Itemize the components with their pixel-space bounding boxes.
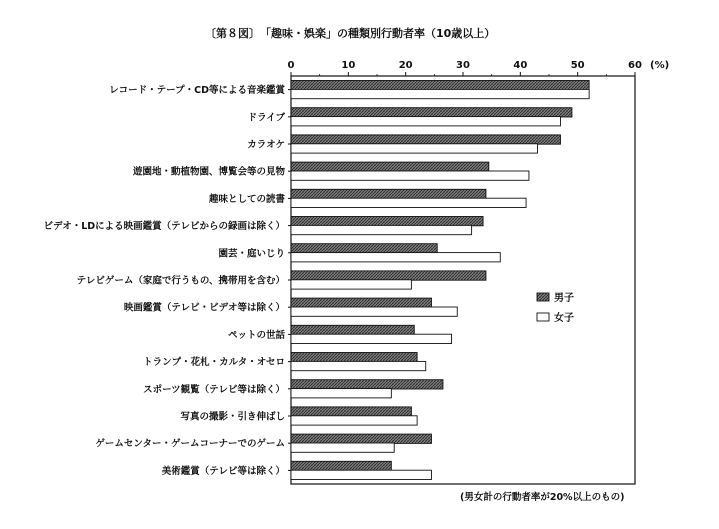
bar-female (291, 334, 452, 343)
unit-label: (%) (650, 60, 670, 71)
category-label: レコード・テープ・CD等による音楽鑑賞 (109, 85, 285, 97)
bar-female (291, 144, 538, 153)
category-label: ドライブ (247, 112, 285, 124)
category-label: トランプ・花札・カルタ・オセロ (143, 357, 285, 369)
x-tick-label: 0 (287, 60, 295, 71)
bar-female (291, 117, 560, 126)
bar-male (291, 108, 572, 117)
legend-label-female: 女子 (554, 313, 574, 324)
legend-label-male: 男子 (554, 293, 574, 304)
bar-female (291, 89, 589, 98)
x-tick-label: 60 (628, 60, 642, 71)
chart-title: 〔第８図〕 「趣味・娯楽」の種類別行動者率（10歳以上） (205, 27, 496, 40)
bar-female (291, 171, 529, 180)
legend (537, 291, 574, 324)
category-label: ビデオ・LDによる映画鑑賞（テレビからの録画は除く） (43, 221, 285, 233)
bar-male (291, 353, 417, 362)
category-label: スポーツ観覧（テレビ等は除く） (143, 384, 285, 396)
bar-male (291, 217, 483, 226)
bar-male (291, 162, 489, 171)
bar-male (291, 461, 391, 470)
bar-female (291, 307, 457, 316)
bar-female (291, 389, 391, 398)
bars-layer (291, 81, 589, 480)
bar-female (291, 416, 417, 425)
bar-male (291, 271, 486, 280)
category-label: 美術鑑賞（テレビ等は除く） (161, 465, 285, 477)
x-tick-label: 20 (398, 60, 413, 71)
category-labels (43, 84, 285, 477)
bar-female (291, 198, 526, 207)
x-tick-label: 50 (570, 60, 585, 71)
bar-male (291, 189, 486, 198)
category-label: カラオケ (247, 139, 285, 151)
bar-female (291, 225, 472, 234)
bar-male (291, 380, 443, 389)
x-tick-label: 40 (513, 60, 528, 71)
bar-male (291, 325, 414, 334)
bar-male (291, 298, 431, 307)
legend-swatch-male (537, 293, 549, 301)
bar-male (291, 81, 589, 90)
bar-male (291, 135, 560, 144)
category-label: 映画鑑賞（テレビ・ビデオ等は除く） (123, 302, 285, 314)
bar-male (291, 407, 411, 416)
bar-female (291, 280, 411, 289)
category-label: テレビゲーム（家庭で行うもの、携帯用を含む） (76, 275, 285, 287)
x-tick-label: 10 (341, 60, 356, 71)
x-tick-label: 30 (456, 60, 470, 71)
category-label: 遊園地・動植物園、博覧会等の見物 (132, 166, 285, 178)
bar-male (291, 244, 437, 253)
category-label: ゲームセンター・ゲームコーナーでのゲーム (95, 438, 285, 450)
category-label: 園芸・庭いじり (218, 248, 285, 260)
category-label: ペットの世話 (227, 329, 285, 341)
footnote: (男女計の行動者率が20%以上のもの) (460, 492, 625, 503)
category-label: 写真の撮影・引き伸ばし (180, 411, 285, 423)
category-label: 趣味としての読書 (208, 193, 285, 205)
bar-female (291, 443, 394, 452)
bar-female (291, 253, 500, 262)
bar-female (291, 470, 431, 479)
legend-swatch-female (537, 313, 549, 321)
bar-male (291, 434, 431, 443)
bar-female (291, 361, 426, 370)
